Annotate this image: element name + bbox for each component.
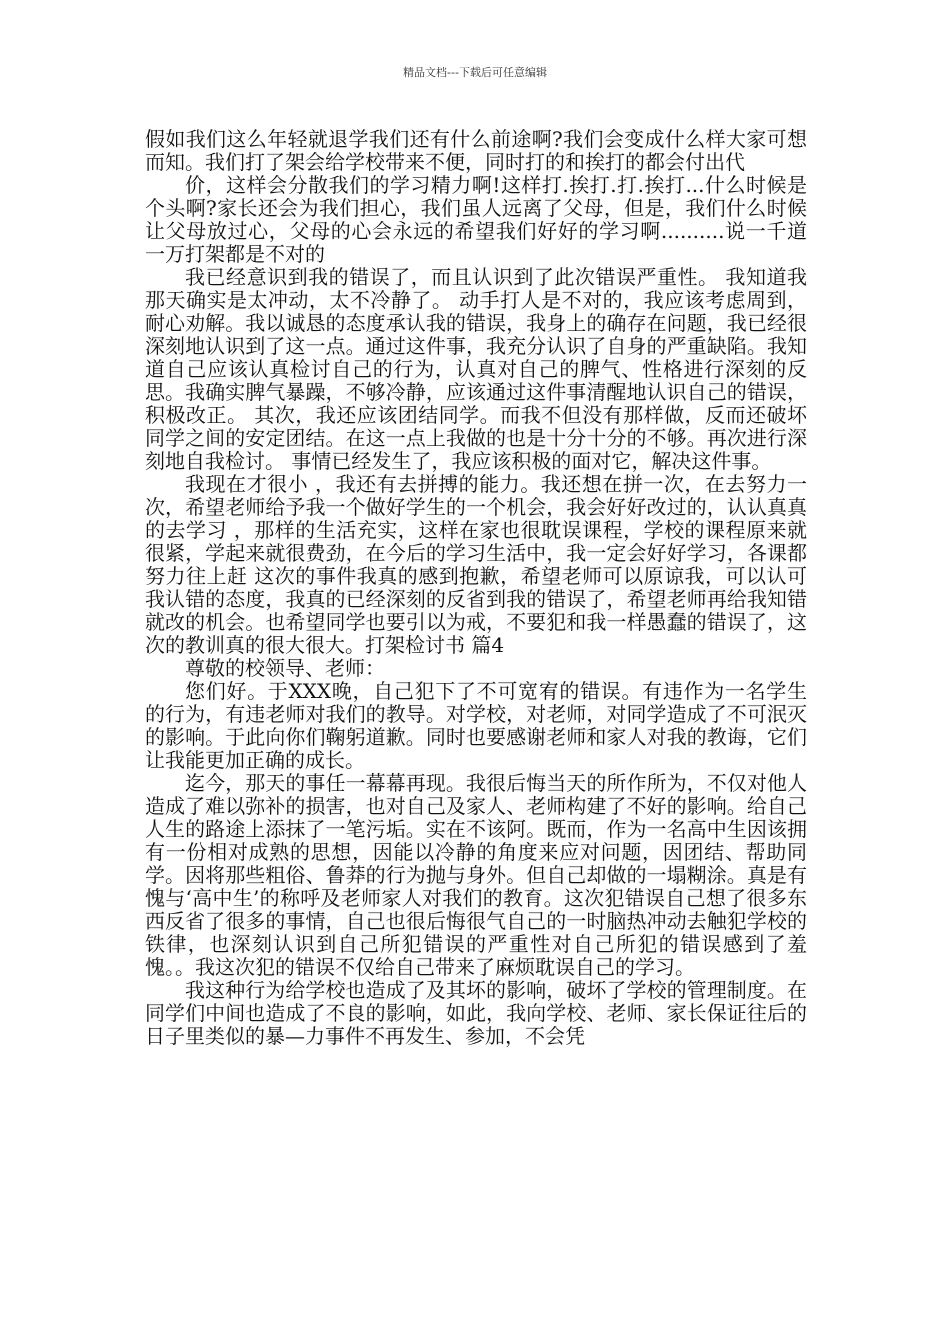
paragraph-4: 我现在才很小 ，我还有去拼搏的能力。我还想在拼一次，在去努力一次，希望老师给予我一个做好学生的一个机会，我会好好改过的，认认真真的去学习 ，那样的生活充实，这样在家也很耽误课程，学校的课程原来就很紧，学起来就很费劲，在今后的学习生活中，我一定会好好学习，各课都努力往上赶 这次的事件我真的感到抱歉，希望老师可以原谅我，可以认可我认错的态度，我真的已经深刻的反省到我的错误了，希望老师再给我知错就改的机会。也希望同学也要引以为戒，不要犯和我一样愚蠢的错误了，这次的教训真的很大很大。打架检讨书 篇4 (145, 472, 807, 657)
paragraph-5: 您们好。于XXX晚，自己犯下了不可宽宥的错误。有违作为一名学生的行为，有违老师对我们的教导。对学校，对老师，对同学造成了不可泯灭的影响。于此向你们鞠躬道歉。同时也要感谢老师和家人对我的教诲，它们让我能更加正确的成长。 (145, 679, 807, 772)
salutation: 尊敬的校领导、老师： (185, 656, 385, 680)
paragraph-3: 我已经意识到我的错误了，而且认识到了此次错误严重性。 我知道我那天确实是太冲动，太不冷静了。 动手打人是不对的，我应该考虑周到，耐心劝解。我以诚恳的态度承认我的错误，我身上的确存在问题，我已经很深刻地认识到了这一点。通过这件事，我充分认识了自身的严重缺陷。我知道自己应该认真检讨自己的行为，认真对自己的脾气、性格进行深刻的反思。我确实脾气暴躁，不够冷静，应该通过这件事清醒地认识自己的错误，积极改正。 其次，我还应该团结同学。而我不但没有那样做，反而还破坏同学之间的安定团结。在这一点上我做的也是十分十分的不够。再次进行深刻地自我检讨。 事情已经发生了，我应该积极的面对它，解决这件事。 (145, 265, 807, 473)
paragraph-7: 我这种行为给学校也造成了及其坏的影响，破坏了学校的管理制度。在同学们中间也造成了不良的影响，如此，我向学校、老师、家长保证往后的日子里类似的暴—力事件不再发生、参加，不会凭 (145, 978, 807, 1048)
page-header: 精品文档---下载后可任意编辑 (403, 66, 547, 79)
paragraph-2: 价，这样会分散我们的学习精力啊!这样打.挨打.打.挨打...什么时候是个头啊?家长还会为我们担心，我们虽人远离了父母，但是，我们什么时候让父母放过心，父母的心会永远的希望我们好好的学习啊..........说一千道一万打架都是不对的 (145, 173, 807, 266)
document-body (145, 128, 807, 1048)
paragraph-1: 假如我们这么年轻就退学我们还有什么前途啊?我们会变成什么样大家可想而知。我们打了架会给学校带来不便，同时打的和挨打的都会付出代 (145, 127, 807, 174)
paragraph-6: 迄今，那天的事任一幕幕再现。我很后悔当天的所作所为，不仅对他人造成了难以弥补的损害，也对自己及家人、老师构建了不好的影响。给自己人生的路途上添抹了一笔污垢。实在不该阿。既而，作为一名高中生因该拥有一份相对成熟的思想，因能以冷静的角度来应对问题，因团结、帮助同学。因将那些粗俗、鲁莽的行为抛与身外。但自己却做的一塌糊涂。真是有愧与‘高中生’的称呼及老师家人对我们的教育。这次犯错误自己想了很多东西反省了很多的事情，自己也很后悔很气自己的一时脑热冲动去触犯学校的铁律，也深刻认识到自己所犯错误的严重性对自己所犯的错误感到了羞愧。。我这次犯的错误不仅给自己带来了麻烦耽误自己的学习。 (145, 771, 807, 979)
